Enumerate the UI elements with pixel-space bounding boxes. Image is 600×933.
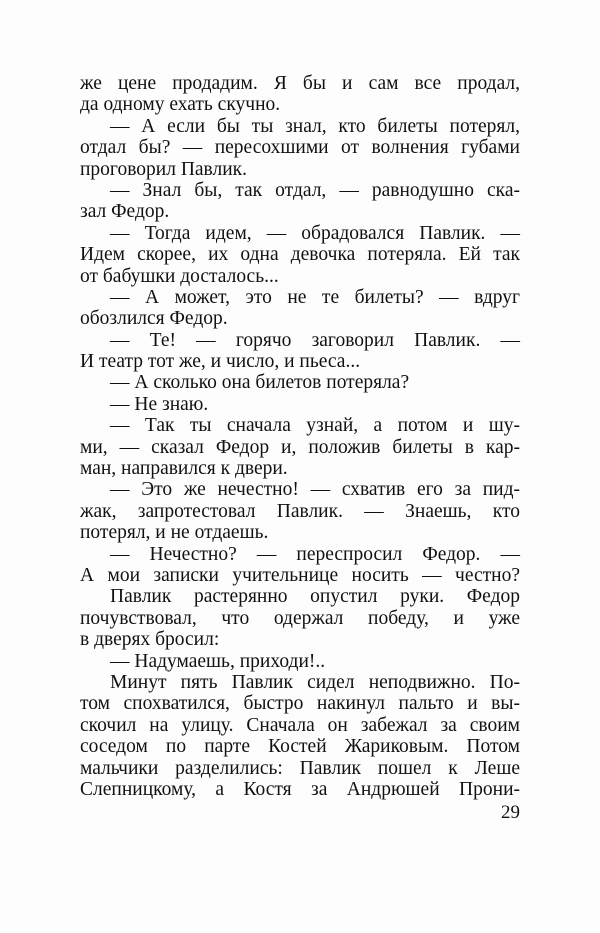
text-line: потерял, и не отдаешь.: [80, 522, 269, 544]
text-line: скочил на улицу. Сначала он забежал за своим: [80, 714, 520, 736]
text-line: — Так ты сначала узнай, а потом и шу-: [110, 415, 520, 437]
text-line: обозлился Федор.: [80, 308, 228, 330]
text-line: том спохватился, быстро накинул пальто и вы-: [80, 693, 520, 715]
text-line: же цене продадим. Я бы и сам все продал,: [80, 73, 520, 94]
text-line: Павлик растерянно опустил руки. Федор: [110, 586, 520, 608]
text-line: Минут пять Павлик сидел неподвижно. По-: [110, 671, 520, 693]
text-line: — Знал бы, так отдал, — равнодушно ска-: [110, 179, 520, 201]
text-line: — Тогда идем, — обрадовался Павлик. —: [110, 222, 520, 244]
text-line: отдал бы? — пересохшими от волнения губами: [80, 137, 520, 159]
text-line: Идем скорее, их одна девочка потеряла. Ей так: [80, 244, 520, 266]
text-line: — Надумаешь, приходи!..: [110, 650, 326, 672]
text-line: да одному ехать скучно.: [80, 94, 281, 116]
text-line: — А если бы ты знал, кто билеты потерял,: [110, 115, 520, 137]
text-line: — А может, это не те билеты? — вдруг: [110, 286, 520, 308]
text-line: ман, направился к двери.: [80, 458, 288, 480]
text-line: Слепницкому, а Костя за Андрюшей Прони-: [80, 778, 520, 800]
text-line: почувствовал, что одержал победу, и уже: [80, 607, 520, 629]
text-line: мальчики разделились: Павлик пошел к Леше: [80, 757, 520, 779]
text-line: в дверях бросил:: [80, 629, 220, 651]
page-text: [80, 73, 520, 800]
text-line: соседом по парте Костей Жариковым. Потом: [80, 736, 520, 758]
text-line: — Не знаю.: [110, 393, 209, 415]
text-line: жак, запротестовал Павлик. — Знаешь, кто: [80, 500, 520, 522]
text-line: от бабушки досталось...: [80, 265, 279, 287]
text-line: — Нечестно? — переспросил Федор. —: [110, 543, 520, 565]
text-line: А мои записки учительнице носить — честно?: [80, 564, 520, 586]
text-line: ми, — сказал Федор и, положив билеты в кар-: [80, 436, 520, 458]
text-line: зал Федор.: [80, 201, 170, 223]
text-line: — Те! — горячо заговорил Павлик. —: [110, 329, 520, 351]
text-line: — А сколько она билетов потеряла?: [110, 372, 410, 394]
text-line: проговорил Павлик.: [80, 158, 248, 180]
text-line: И театр тот же, и число, и пьеса...: [80, 351, 361, 373]
text-line: — Это же нечестно! — схватив его за пид-: [110, 479, 520, 501]
page-number: 29: [501, 802, 520, 823]
